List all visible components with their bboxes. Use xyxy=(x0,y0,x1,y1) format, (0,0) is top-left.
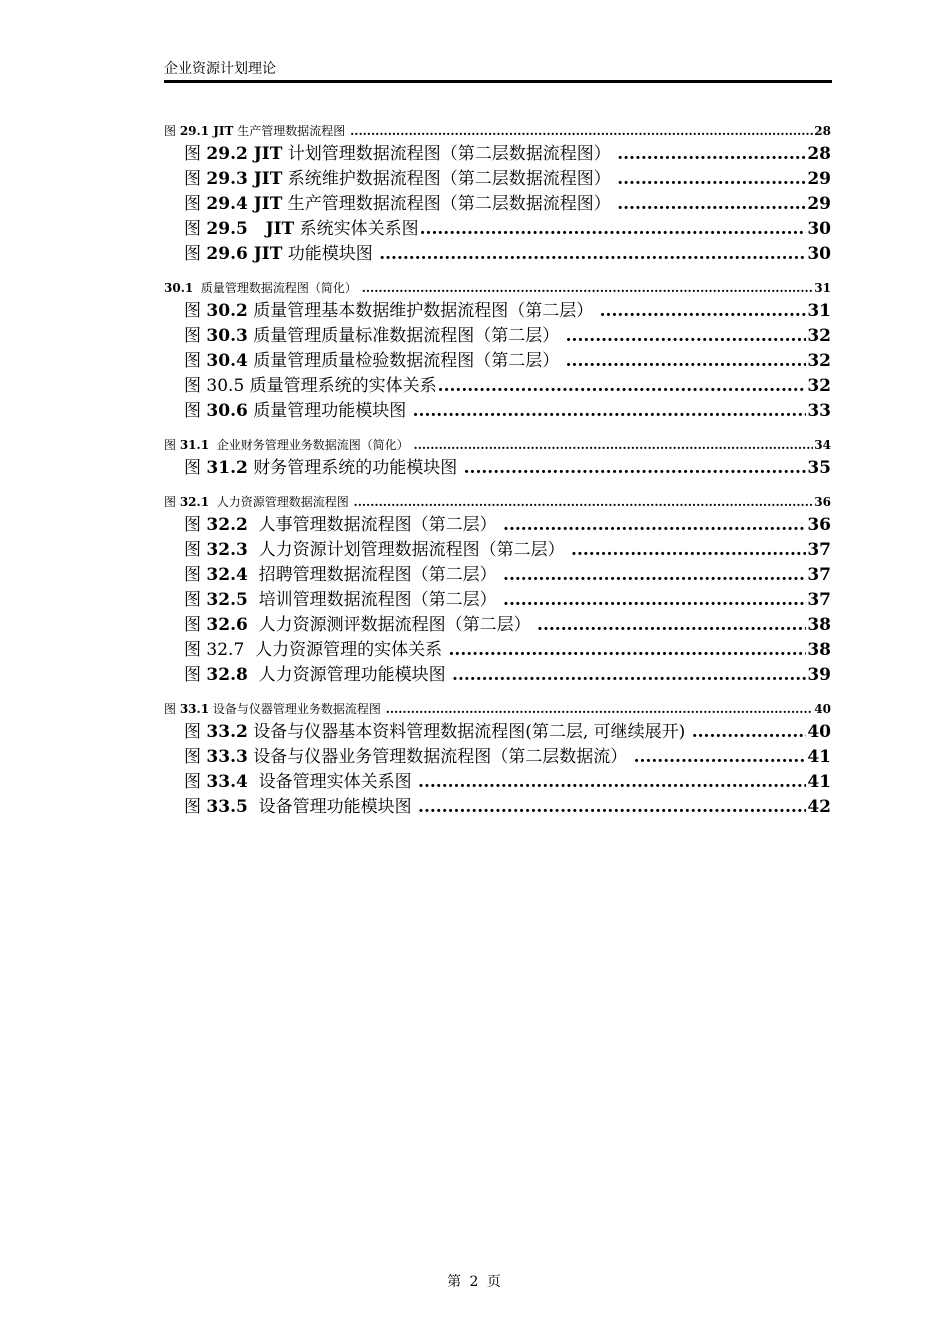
toc-entry[interactable] xyxy=(164,374,831,399)
toc-entry-title: 质量管理质量标准数据流程图（第二层） xyxy=(247,326,565,346)
toc-entry-number: 32.5 xyxy=(206,590,248,610)
toc-entry[interactable] xyxy=(164,720,831,745)
toc-entry-number: 32.4 xyxy=(206,565,248,585)
page-footer xyxy=(0,1271,950,1291)
dot-leader xyxy=(503,563,806,588)
toc-entry-label xyxy=(184,663,451,688)
toc-group xyxy=(164,434,831,481)
toc-entry-prefix: 图 xyxy=(164,438,180,452)
toc-entry[interactable] xyxy=(164,563,831,588)
toc-entry-title: 设备管理实体关系图 xyxy=(247,772,418,792)
toc-page-number: 40 xyxy=(807,722,831,742)
toc-group xyxy=(164,698,831,820)
toc-entry-label xyxy=(184,142,616,167)
toc-entry-prefix: 图 xyxy=(184,540,207,560)
toc-page-number: 36 xyxy=(807,515,831,535)
header-title: 企业资源计划理论 xyxy=(164,61,276,77)
toc-page-number: 30 xyxy=(807,244,831,264)
toc-entry-number: 29.1 JIT xyxy=(179,124,234,138)
toc-page-number: 29 xyxy=(807,194,831,214)
toc-entry[interactable] xyxy=(164,242,831,267)
toc-entry-number: 33.4 xyxy=(206,772,248,792)
dot-leader xyxy=(413,399,807,424)
toc-entry-number: 32.2 xyxy=(206,515,248,535)
toc-entry-prefix: 图 xyxy=(184,326,207,346)
toc-group xyxy=(164,120,831,267)
toc-entry[interactable] xyxy=(164,588,831,613)
dot-leader xyxy=(464,456,807,481)
toc-entry-prefix: 图 xyxy=(164,495,180,509)
dot-leader xyxy=(386,698,814,720)
toc-entry-number: 30.1 xyxy=(164,281,194,295)
toc-page-number: 37 xyxy=(807,540,831,560)
toc-entry[interactable] xyxy=(164,192,831,217)
toc-page-number: 32 xyxy=(807,376,831,396)
toc-entry-label xyxy=(184,538,570,563)
toc-entry-lead[interactable] xyxy=(164,491,831,513)
toc-entry-title: 设备与仪器基本资料管理数据流程图(第二层, 可继续展开) xyxy=(247,722,691,742)
toc-group xyxy=(164,491,831,688)
toc-entry-title: 系统维护数据流程图（第二层数据流程图） xyxy=(282,169,617,189)
toc-entry-prefix: 图 xyxy=(184,194,207,214)
toc-entry-prefix: 图 xyxy=(184,351,207,371)
dot-leader xyxy=(452,663,806,688)
toc-entry-lead[interactable] xyxy=(164,277,831,299)
toc-entry-label xyxy=(184,192,616,217)
toc-entry[interactable] xyxy=(164,663,831,688)
toc-entry-label xyxy=(184,795,417,820)
dot-leader xyxy=(617,192,806,217)
toc-entry-label xyxy=(184,638,447,663)
dot-leader xyxy=(379,242,806,267)
toc-entry-label xyxy=(164,698,385,720)
dot-leader xyxy=(503,588,806,613)
toc-entry-number: 32.6 xyxy=(206,615,248,635)
dot-leader xyxy=(566,324,807,349)
toc-entry[interactable] xyxy=(164,613,831,638)
toc-entry-number: 30.2 xyxy=(206,301,248,321)
toc-entry-number: 31.1 xyxy=(179,438,210,452)
toc-entry-prefix: 图 30.5 xyxy=(184,376,245,396)
toc-page-number: 39 xyxy=(807,665,831,685)
toc-entry-title: 企业财务管理业务数据流图（简化） xyxy=(209,438,413,452)
toc-entry-prefix: 图 xyxy=(184,244,207,264)
toc-entry[interactable] xyxy=(164,167,831,192)
toc-entry-number: 29.6 JIT xyxy=(206,244,283,264)
toc-entry-title: 人力资源管理数据流程图 xyxy=(209,495,353,509)
toc-entry-title: 功能模块图 xyxy=(282,244,379,264)
toc-entry-label xyxy=(184,324,565,349)
toc-entry-title: 人事管理数据流程图（第二层） xyxy=(247,515,503,535)
toc-entry-number: 33.3 xyxy=(206,747,248,767)
toc-entry-label xyxy=(184,242,378,267)
toc-entry-title: 人力资源管理功能模块图 xyxy=(247,665,452,685)
toc-entry-prefix: 图 xyxy=(184,615,207,635)
toc-entry-title: 质量管理系统的实体关系 xyxy=(244,376,437,396)
toc-entry-title: 质量管理基本数据维护数据流程图（第二层） xyxy=(247,301,599,321)
toc-entry-label xyxy=(184,167,616,192)
toc-entry-label xyxy=(164,491,353,513)
toc-page-number: 38 xyxy=(807,640,831,660)
toc-page-number: 41 xyxy=(807,747,831,767)
toc-entry[interactable] xyxy=(164,349,831,374)
toc-entry[interactable] xyxy=(164,217,831,242)
figure-list xyxy=(164,120,831,820)
toc-entry-prefix: 图 xyxy=(184,169,207,189)
toc-page-number: 33 xyxy=(807,401,831,421)
dot-leader xyxy=(418,770,806,795)
toc-entry[interactable] xyxy=(164,795,831,820)
toc-page-number: 28 xyxy=(807,144,831,164)
page-number: 第 2 页 xyxy=(447,1274,503,1290)
toc-entry-prefix: 图 xyxy=(184,665,207,685)
toc-entry[interactable] xyxy=(164,324,831,349)
toc-entry-number: 32.8 xyxy=(206,665,248,685)
toc-entry-title: 人力资源测评数据流程图（第二层） xyxy=(247,615,537,635)
toc-entry-number: 29.4 JIT xyxy=(206,194,283,214)
dot-leader xyxy=(418,795,806,820)
toc-entry-prefix: 图 xyxy=(184,747,207,767)
toc-entry-lead[interactable] xyxy=(164,120,831,142)
toc-entry-number: 29.5 JIT xyxy=(206,219,295,239)
toc-page-number: 37 xyxy=(807,565,831,585)
toc-entry-title: 计划管理数据流程图（第二层数据流程图） xyxy=(282,144,617,164)
toc-group xyxy=(164,277,831,424)
dot-leader xyxy=(350,120,813,142)
toc-entry-prefix: 图 xyxy=(184,301,207,321)
toc-entry-title: 系统实体关系图 xyxy=(294,219,419,239)
toc-entry-label xyxy=(184,613,536,638)
toc-page-number: 32 xyxy=(807,351,831,371)
toc-entry[interactable] xyxy=(164,299,831,324)
toc-entry-prefix: 图 xyxy=(184,219,207,239)
toc-page-number: 31 xyxy=(807,301,831,321)
toc-entry-prefix: 图 xyxy=(184,401,207,421)
dot-leader xyxy=(414,434,814,456)
toc-entry-title: 培训管理数据流程图（第二层） xyxy=(247,590,503,610)
toc-entry-title: 设备管理功能模块图 xyxy=(247,797,418,817)
toc-entry-number: 29.2 JIT xyxy=(206,144,283,164)
dot-leader xyxy=(420,217,807,242)
toc-page-number: 30 xyxy=(807,219,831,239)
dot-leader xyxy=(503,513,806,538)
dot-leader xyxy=(537,613,806,638)
toc-entry-title: 招聘管理数据流程图（第二层） xyxy=(247,565,503,585)
toc-entry-label xyxy=(184,374,437,399)
toc-entry[interactable] xyxy=(164,745,831,770)
toc-entry-lead[interactable] xyxy=(164,698,831,720)
toc-page-number: 28 xyxy=(814,124,831,138)
toc-entry-prefix: 图 xyxy=(184,565,207,585)
toc-entry-label xyxy=(184,745,633,770)
toc-entry[interactable] xyxy=(164,513,831,538)
toc-entry-label xyxy=(164,434,413,456)
toc-entry-label xyxy=(184,588,502,613)
toc-entry-number: 31.2 xyxy=(206,458,248,478)
toc-entry-prefix: 图 xyxy=(184,772,207,792)
toc-entry-title: 质量管理数据流程图（简化） xyxy=(193,281,361,295)
toc-entry-title: 设备与仪器业务管理数据流程图（第二层数据流） xyxy=(247,747,633,767)
toc-entry-number: 30.4 xyxy=(206,351,248,371)
toc-entry-prefix: 图 xyxy=(184,515,207,535)
dot-leader xyxy=(438,374,807,399)
toc-entry-number: 33.1 xyxy=(179,702,210,716)
toc-entry-prefix: 图 xyxy=(184,144,207,164)
toc-entry-label xyxy=(184,770,417,795)
dot-leader xyxy=(692,720,807,745)
dot-leader xyxy=(634,745,807,770)
toc-entry-prefix: 图 xyxy=(184,458,207,478)
toc-entry-number: 33.2 xyxy=(206,722,248,742)
toc-page-number: 31 xyxy=(814,281,831,295)
dot-leader xyxy=(600,299,807,324)
toc-entry-lead[interactable] xyxy=(164,434,831,456)
toc-entry[interactable] xyxy=(164,638,831,663)
toc-entry-title: 人力资源管理的实体关系 xyxy=(244,640,448,660)
toc-entry-label xyxy=(184,217,419,242)
toc-entry[interactable] xyxy=(164,770,831,795)
toc-entry-label xyxy=(184,513,502,538)
toc-entry-number: 32.3 xyxy=(206,540,248,560)
toc-page-number: 34 xyxy=(814,438,831,452)
toc-entry-title: 生产管理数据流程图（第二层数据流程图） xyxy=(282,194,617,214)
toc-entry-prefix: 图 xyxy=(184,590,207,610)
toc-entry-number: 32.1 xyxy=(179,495,210,509)
toc-entry-prefix: 图 xyxy=(184,797,207,817)
toc-entry-number: 30.6 xyxy=(206,401,248,421)
toc-entry-title: 人力资源计划管理数据流程图（第二层） xyxy=(247,540,571,560)
toc-entry-label xyxy=(184,349,565,374)
toc-entry-title: 生产管理数据流程图 xyxy=(233,124,350,138)
toc-entry[interactable] xyxy=(164,538,831,563)
toc-entry-prefix: 图 32.7 xyxy=(184,640,245,660)
running-header xyxy=(164,60,832,83)
toc-entry-label xyxy=(184,456,463,481)
toc-entry-title: 质量管理质量检验数据流程图（第二层） xyxy=(247,351,565,371)
toc-entry-label xyxy=(184,563,502,588)
toc-page-number: 36 xyxy=(814,495,831,509)
toc-page-number: 42 xyxy=(807,797,831,817)
toc-entry-label xyxy=(184,299,599,324)
toc-page-number: 35 xyxy=(807,458,831,478)
toc-page-number: 40 xyxy=(814,702,831,716)
toc-entry-number: 29.3 JIT xyxy=(206,169,283,189)
toc-page-number: 38 xyxy=(807,615,831,635)
toc-entry-label xyxy=(164,277,361,299)
toc-entry-prefix: 图 xyxy=(164,702,180,716)
toc-page-number: 32 xyxy=(807,326,831,346)
dot-leader xyxy=(566,349,807,374)
toc-entry-prefix: 图 xyxy=(164,124,180,138)
dot-leader xyxy=(617,167,806,192)
toc-entry-number: 33.5 xyxy=(206,797,248,817)
toc-entry[interactable] xyxy=(164,399,831,424)
toc-page-number: 41 xyxy=(807,772,831,792)
toc-entry-title: 设备与仪器管理业务数据流程图 xyxy=(209,702,385,716)
toc-entry[interactable] xyxy=(164,456,831,481)
toc-page-number: 37 xyxy=(807,590,831,610)
toc-entry-label xyxy=(184,399,412,424)
toc-entry-label xyxy=(184,720,691,745)
toc-entry-label xyxy=(164,120,349,142)
dot-leader xyxy=(617,142,806,167)
toc-entry-number: 30.3 xyxy=(206,326,248,346)
toc-entry[interactable] xyxy=(164,142,831,167)
dot-leader xyxy=(448,638,806,663)
toc-entry-title: 财务管理系统的功能模块图 xyxy=(247,458,463,478)
dot-leader xyxy=(354,491,814,513)
dot-leader xyxy=(362,277,814,299)
dot-leader xyxy=(571,538,806,563)
toc-entry-prefix: 图 xyxy=(184,722,207,742)
toc-page-number: 29 xyxy=(807,169,831,189)
toc-entry-title: 质量管理功能模块图 xyxy=(247,401,412,421)
